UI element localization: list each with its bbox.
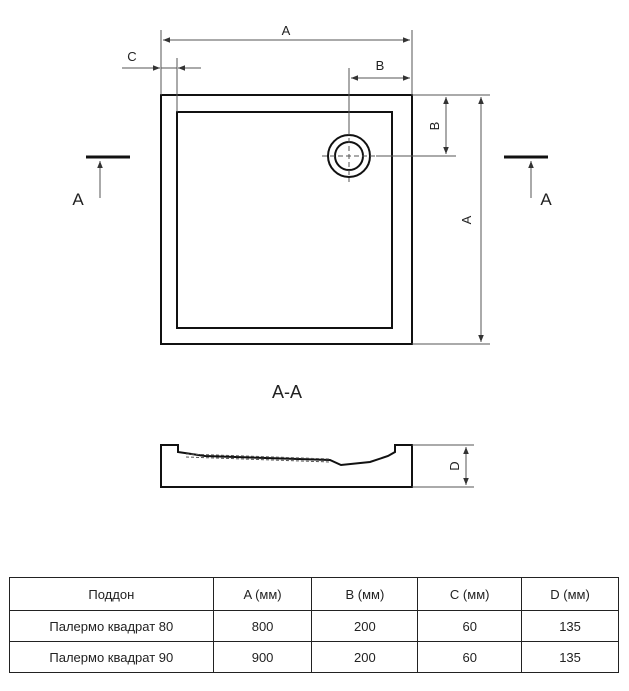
dimension-d-label: D: [447, 461, 462, 471]
cell-c: 60: [418, 611, 522, 642]
section-marker-left-label: A: [72, 190, 84, 209]
cell-c: 60: [418, 642, 522, 673]
header-a: A (мм): [213, 578, 312, 611]
cell-a: 800: [213, 611, 312, 642]
cell-b: 200: [312, 642, 418, 673]
header-d: D (мм): [522, 578, 619, 611]
section-marker-right-label: A: [540, 190, 552, 209]
dimension-b-horizontal-label: B: [375, 58, 385, 73]
cell-model: Палермо квадрат 80: [10, 611, 214, 642]
tray-outer-outline: [161, 95, 412, 344]
header-tray: Поддон: [10, 578, 214, 611]
table-row: [10, 611, 619, 642]
table-row: [10, 642, 619, 673]
dimension-a-right-label: A: [459, 215, 474, 225]
cell-model: Палермо квадрат 90: [10, 642, 214, 673]
dimension-c-label: C: [127, 49, 137, 64]
header-c: C (мм): [418, 578, 522, 611]
cell-a: 900: [213, 642, 312, 673]
drain-icon: [322, 130, 376, 182]
section-marker-left: [72, 157, 130, 209]
table-header-row: [10, 578, 619, 611]
header-b: B (мм): [312, 578, 418, 611]
specification-table: [9, 577, 619, 673]
cell-d: 135: [522, 642, 619, 673]
tray-section-profile: [161, 445, 412, 487]
cell-b: 200: [312, 611, 418, 642]
section-view: [161, 445, 474, 487]
plan-view: [122, 23, 490, 344]
cell-d: 135: [522, 611, 619, 642]
dimension-b-vertical-label: B: [427, 121, 442, 131]
section-marker-right: [504, 157, 552, 209]
section-title: A-A: [271, 382, 303, 402]
dimension-a-top-label: A: [281, 23, 291, 38]
